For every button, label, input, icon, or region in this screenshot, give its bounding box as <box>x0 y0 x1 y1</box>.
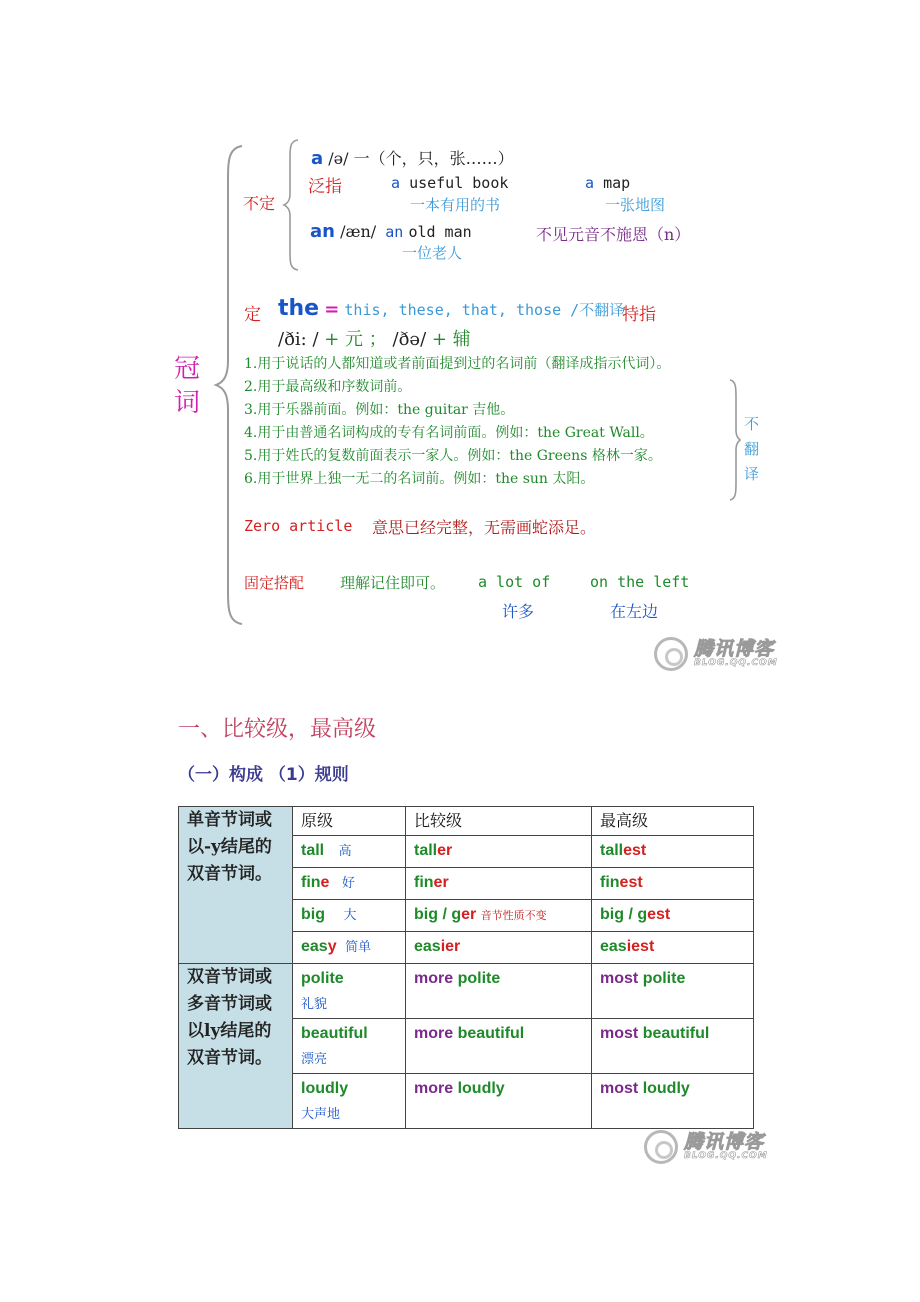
word: big <box>301 906 325 923</box>
phonetic-uh: /ðə/ <box>392 329 427 350</box>
rule-5: 5.用于姓氏的复数前面表示一家人。例如：the Greens 格林一家。 <box>244 448 662 464</box>
note: 音节性质不变 <box>480 910 547 922</box>
word: polite <box>642 970 686 987</box>
prefix: more <box>414 1025 454 1042</box>
prefix: more <box>414 970 454 987</box>
article-the: the <box>278 296 320 321</box>
stem: eas <box>301 938 328 955</box>
table-row <box>179 807 754 836</box>
cell-comparative <box>406 836 592 868</box>
watermark-en: BLOG.QQ.COM <box>694 658 778 668</box>
rule-2: 2.用于最高级和序数词前。 <box>244 379 412 395</box>
rule-4: 4.用于由普通名词构成的专有名词前面。例如：the Great Wall。 <box>244 425 654 441</box>
watermark-top <box>654 637 778 671</box>
cell-comparative <box>406 964 592 1019</box>
suffix: ier <box>440 938 461 955</box>
article-a: a <box>311 148 324 169</box>
rule-3: 3.用于乐器前面。例如：the guitar 吉他。 <box>244 402 515 418</box>
separator: / g <box>624 906 648 923</box>
example-rest: map <box>603 174 631 192</box>
example-old-man: old man <box>408 223 472 241</box>
zero-article-label: Zero article <box>244 517 353 535</box>
rule-1: 1.用于说话的人都知道或者前面提到过的名词前（翻译成指示代词）。 <box>244 356 671 372</box>
watermark-cn: 腾讯博客 <box>694 638 775 660</box>
header-comparative: 比较级 <box>406 807 592 836</box>
a-line <box>311 146 514 169</box>
stem: fin <box>414 874 434 891</box>
an-rule: 不见元音不施恩（n） <box>536 225 691 244</box>
word: beautiful <box>642 1025 710 1042</box>
watermark-logo-icon <box>654 637 688 671</box>
word-cn: 大声地 <box>301 1107 341 1122</box>
word-cn: 大 <box>343 908 357 923</box>
cell-base <box>293 932 406 964</box>
example-an: an <box>385 223 404 241</box>
word: beautiful <box>457 1025 525 1042</box>
fixed-ex-on-the-left: on the left <box>590 573 690 591</box>
example-a: a <box>391 174 401 192</box>
fixed-ex-a-lot-of: a lot of <box>478 573 551 591</box>
cell-comparative <box>406 1074 592 1129</box>
stem: tall <box>600 842 624 859</box>
prefix: most <box>600 970 639 987</box>
the-line <box>278 296 624 321</box>
fixed-ex-a-lot-of-cn: 许多 <box>502 602 535 621</box>
root-label: 冠词 <box>174 354 201 418</box>
fixed-ex-on-the-left-cn: 在左边 <box>610 602 659 621</box>
tezhi-label: 特指 <box>622 305 656 325</box>
stem: eas <box>600 938 627 955</box>
example-rest: useful book <box>409 174 509 192</box>
word-cn: 简单 <box>345 940 372 955</box>
definite-label: 定 <box>244 305 261 325</box>
word: polite <box>457 970 501 987</box>
cell-superlative <box>592 868 754 900</box>
comparison-table <box>178 806 754 1129</box>
word: polite <box>301 970 344 987</box>
before-vowel: + 元 ； <box>324 329 387 350</box>
cell-base <box>293 868 406 900</box>
indefinite-brace <box>282 138 300 272</box>
an-line <box>310 221 472 242</box>
no-translate-char: 译 <box>744 465 760 483</box>
watermark-logo-icon <box>644 1130 678 1164</box>
group-label-polysyllabic: 双音节词或多音节词或以ly结尾的双音节词。 <box>179 964 293 1129</box>
suffix: e <box>320 874 330 891</box>
phonetic-ee: /ði: / <box>278 329 319 350</box>
example-old-man-cn: 一位老人 <box>402 244 463 262</box>
prefix: most <box>600 1080 639 1097</box>
example-useful-book <box>391 174 508 192</box>
stem: eas <box>414 938 441 955</box>
before-consonant: + 辅 <box>431 329 471 350</box>
word: loudly <box>642 1080 690 1097</box>
no-translate-char: 翻 <box>744 440 760 458</box>
an-phonetic: /æn/ <box>340 222 377 241</box>
watermark-cn: 腾讯博客 <box>684 1131 765 1153</box>
fixed-desc: 理解记住即可。 <box>340 574 446 592</box>
word: loudly <box>457 1080 505 1097</box>
cell-superlative <box>592 1074 754 1129</box>
suffix: est <box>647 906 671 923</box>
example-a: a <box>585 174 595 192</box>
article-an: an <box>310 221 335 242</box>
no-translate-char: 不 <box>744 415 760 433</box>
suffix: er <box>461 906 477 923</box>
fanzhi-label: 泛指 <box>308 177 342 197</box>
watermark-en: BLOG.QQ.COM <box>684 1151 768 1161</box>
suffix: y <box>327 938 337 955</box>
header-superlative: 最高级 <box>592 807 754 836</box>
table-row <box>179 964 754 1019</box>
the-pronunciation <box>278 325 471 351</box>
cell-base <box>293 1019 406 1074</box>
word-cn: 漂亮 <box>301 1052 328 1067</box>
group-label-monosyllabic: 单音节词或以-y结尾的双音节词。 <box>179 807 293 964</box>
example-useful-book-cn: 一本有用的书 <box>410 196 501 214</box>
fixed-label: 固定搭配 <box>244 574 305 592</box>
zero-article-desc: 意思已经完整，无需画蛇添足。 <box>372 518 597 537</box>
a-phonetic: /ə/ 一（个，只，张……） <box>328 149 514 168</box>
demonstratives: this, these, that, those /不翻译 <box>344 301 625 319</box>
cell-base <box>293 900 406 932</box>
equals-sign: = <box>324 299 340 320</box>
word-cn: 高 <box>338 844 352 859</box>
watermark-bottom <box>644 1130 768 1164</box>
cell-base <box>293 964 406 1019</box>
no-translate-label <box>744 412 762 487</box>
section-title: 一、比较级，最高级 <box>178 717 377 742</box>
cell-superlative <box>592 900 754 932</box>
suffix: est <box>619 874 643 891</box>
suffix: er <box>433 874 449 891</box>
example-map <box>585 174 630 192</box>
stem: fin <box>301 874 321 891</box>
cell-superlative <box>592 1019 754 1074</box>
cell-comparative <box>406 1019 592 1074</box>
indefinite-label: 不定 <box>243 194 276 213</box>
suffix: est <box>623 842 647 859</box>
suffix: er <box>437 842 453 859</box>
header-base: 原级 <box>293 807 406 836</box>
prefix: more <box>414 1080 454 1097</box>
word: tall <box>301 842 325 859</box>
cell-superlative <box>592 964 754 1019</box>
rules-bracket <box>728 378 742 502</box>
word: loudly <box>301 1080 349 1097</box>
stem: tall <box>414 842 438 859</box>
cell-comparative <box>406 868 592 900</box>
stem: big <box>414 906 438 923</box>
prefix: most <box>600 1025 639 1042</box>
separator: / g <box>438 906 462 923</box>
word: beautiful <box>301 1025 368 1042</box>
cell-superlative <box>592 836 754 868</box>
root-brace <box>214 142 244 628</box>
stem: fin <box>600 874 620 891</box>
word-cn: 礼貌 <box>301 997 328 1012</box>
suffix: iest <box>626 938 655 955</box>
example-map-cn: 一张地图 <box>605 196 666 214</box>
section-subtitle: （一）构成 （1）规则 <box>178 765 349 785</box>
cell-base <box>293 1074 406 1129</box>
cell-base <box>293 836 406 868</box>
cell-comparative <box>406 900 592 932</box>
stem: big <box>600 906 624 923</box>
cell-superlative <box>592 932 754 964</box>
cell-comparative <box>406 932 592 964</box>
rule-6: 6.用于世界上独一无二的名词前。例如：the sun 太阳。 <box>244 471 595 487</box>
word-cn: 好 <box>341 876 355 891</box>
